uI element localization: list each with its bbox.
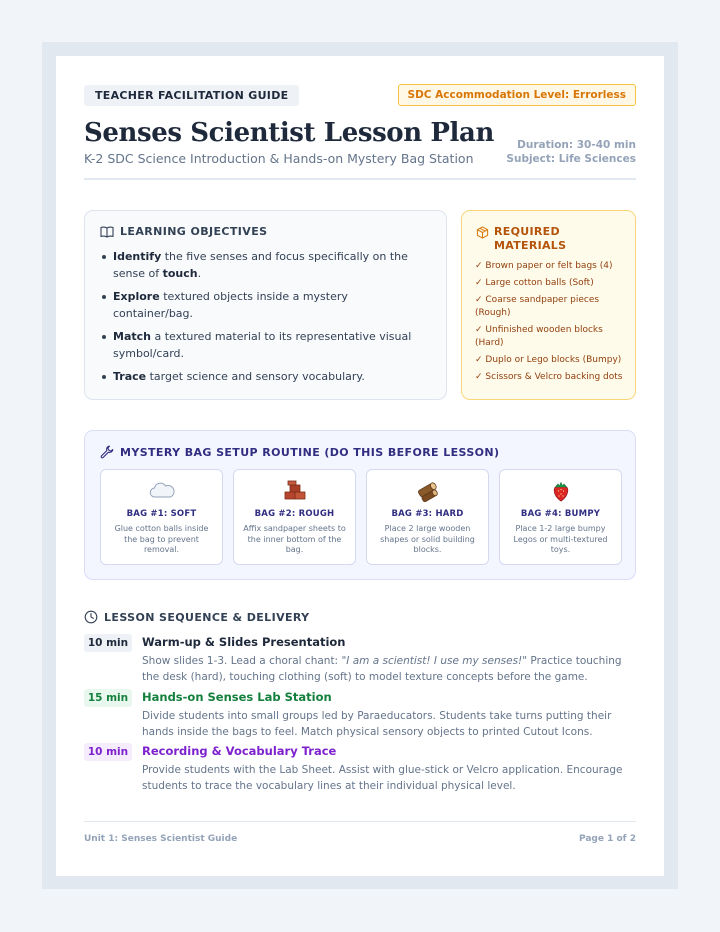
strawberry-icon <box>500 480 621 502</box>
page-title: Senses Scientist Lesson Plan <box>84 118 494 148</box>
bag-card-bumpy <box>499 469 622 565</box>
bag-title: BAG #4: BUMPY <box>520 509 601 519</box>
subject-label: Subject: Life Sciences <box>506 153 636 165</box>
list-item: ✓ Scissors & Velcro backing dots <box>475 372 623 382</box>
list-item: Identify the five senses and focus specifically on the sense of touch. <box>100 248 430 282</box>
step-title: Hands-on Senses Lab Station <box>142 690 332 704</box>
list-item: ✓ Duplo or Lego blocks (Bumpy) <box>475 355 622 365</box>
step-title: Recording & Vocabulary Trace <box>142 744 337 758</box>
objectives-list <box>100 248 430 391</box>
step-description: Show slides 1-3. Lead a choral chant: "I am a scientist! I use my senses!" Practice touching the desk (hard), touching clothing (soft) to model texture concepts before the game. <box>142 655 622 683</box>
clock-icon <box>84 610 98 624</box>
materials-list <box>475 260 630 388</box>
bag-card-soft <box>100 469 223 565</box>
list-item: ✓ Large cotton balls (Soft) <box>475 278 594 288</box>
page-frame <box>42 42 678 889</box>
list-item: Explore textured objects inside a mystery container/bag. <box>100 288 430 322</box>
header-divider <box>84 178 636 180</box>
objectives-heading-text: LEARNING OBJECTIVES <box>120 225 268 238</box>
page-number: Page 1 of 2 <box>579 834 636 844</box>
learning-objectives-card <box>84 210 447 400</box>
bricks-icon <box>234 480 355 502</box>
bag-title: BAG #2: ROUGH <box>254 509 335 519</box>
bag-title: BAG #3: HARD <box>391 509 464 519</box>
wrench-icon <box>100 445 114 459</box>
bag-title: BAG #1: SOFT <box>126 509 197 519</box>
bag-description: Glue cotton balls inside the bag to prevent removal. <box>114 524 209 554</box>
bag-description: Place 1-2 large bumpy Legos or multi-textured toys. <box>513 524 608 554</box>
accommodation-badge: SDC Accommodation Level: Errorless <box>398 84 636 106</box>
required-materials-card <box>461 210 636 400</box>
sequence-heading <box>84 610 310 624</box>
bag-card-rough <box>233 469 356 565</box>
time-badge: 15 min <box>84 689 132 707</box>
box-icon <box>476 226 489 239</box>
bag-setup-heading-text: MYSTERY BAG SETUP ROUTINE (DO THIS BEFORE LESSON) <box>120 445 500 459</box>
objectives-heading <box>100 225 267 238</box>
bag-description: Place 2 large wooden shapes or solid building blocks. <box>380 524 475 554</box>
open-book-icon <box>100 226 114 238</box>
duration-label: Duration: 30-40 min <box>517 139 636 151</box>
sequence-heading-text: LESSON SEQUENCE & DELIVERY <box>104 610 310 624</box>
materials-heading-text: REQUIRED MATERIALS <box>494 225 567 252</box>
footer-divider <box>84 821 636 822</box>
list-item: ✓ Brown paper or felt bags (4) <box>475 261 613 271</box>
list-item: ✓ Coarse sandpaper pieces (Rough) <box>475 295 600 318</box>
wood-log-icon <box>367 480 488 502</box>
bag-setup-card <box>84 430 636 580</box>
document-page <box>56 56 664 876</box>
bag-card-hard <box>366 469 489 565</box>
footer-unit-label: Unit 1: Senses Scientist Guide <box>84 834 238 844</box>
bag-description: Affix sandpaper sheets to the inner bottom of the bag. <box>243 524 346 554</box>
page-subtitle: K-2 SDC Science Introduction & Hands-on Mystery Bag Station <box>84 151 474 166</box>
bag-setup-heading <box>100 445 499 459</box>
materials-heading <box>476 225 594 253</box>
time-badge: 10 min <box>84 743 132 761</box>
guide-tag: TEACHER FACILITATION GUIDE <box>84 85 299 106</box>
step-title: Warm-up & Slides Presentation <box>142 635 346 649</box>
list-item: ✓ Unfinished wooden blocks (Hard) <box>475 325 603 348</box>
cloud-icon <box>101 480 222 502</box>
step-description: Divide students into small groups led by Paraeducators. Students take turns putting their hands inside the bags to feel. Match physical sensory objects to printed Cutout Icons. <box>142 710 612 738</box>
step-description: Provide students with the Lab Sheet. Assist with glue-stick or Velcro application. Encourage students to trace the vocabulary lines at their individual physical level. <box>142 764 623 792</box>
list-item: Trace target science and sensory vocabulary. <box>100 368 430 385</box>
time-badge: 10 min <box>84 634 132 652</box>
list-item: Match a textured material to its representative visual symbol/card. <box>100 328 430 362</box>
